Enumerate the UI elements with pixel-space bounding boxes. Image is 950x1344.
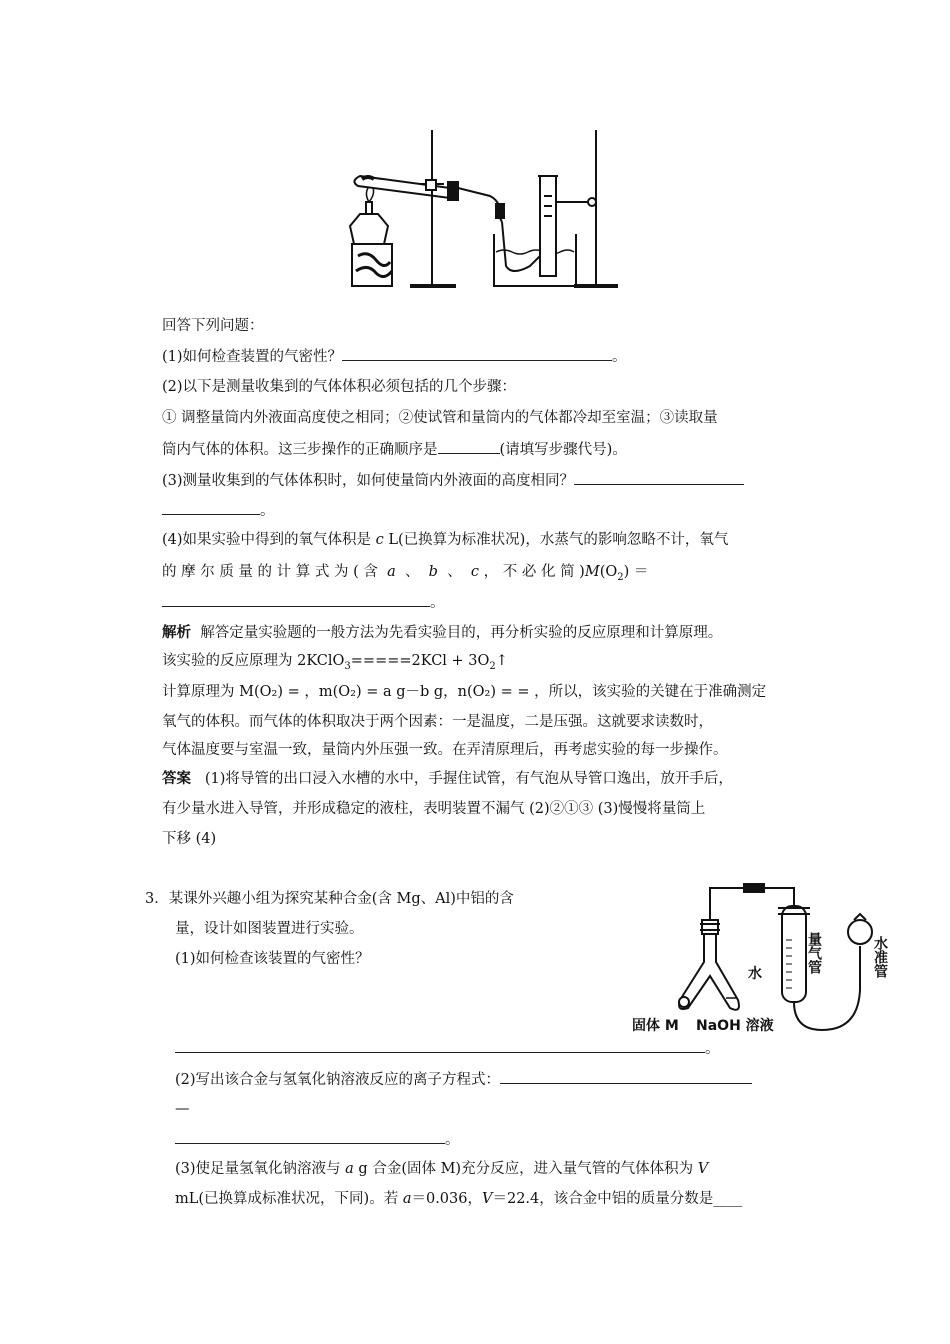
question-3 (162, 470, 744, 491)
q3-answer-blank-2[interactable] (162, 500, 260, 515)
q4-sub2: 2 (617, 571, 624, 583)
q4-O2: (O (599, 564, 618, 580)
p3-q3-part3: mL(已换算成标准状况，下同)。若 (175, 1191, 403, 1207)
reaction-part-1: 该实验的反应原理为 2KClO (162, 653, 345, 669)
p3-q2-answer-blank-2[interactable] (175, 1129, 445, 1144)
p3-q3-part1: (3)使足量氢氧化钠溶液与 (175, 1161, 346, 1177)
q2-answer-blank[interactable] (438, 439, 500, 454)
question-2-order (162, 439, 627, 460)
p3-q2-end: 。 (445, 1132, 460, 1148)
question-2-steps: ① 调整量筒内外液面高度使之相同；②使试管和量筒内的气体都冷却至室温；③读取量 (162, 410, 718, 426)
q4-b: b (428, 564, 438, 580)
p3-q1-end: 。 (705, 1041, 720, 1057)
problem-3-line-2: 量，设计如图装置进行实验。 (175, 921, 364, 937)
problem-3-q3-line-2 (175, 1189, 742, 1209)
reaction-sub-1: 3 (344, 660, 351, 672)
question-4-cont (162, 592, 445, 613)
problem-3-line-1: 3．某课外兴趣小组为探究某种合金(含 Mg、Al)中铝的含 (145, 891, 514, 907)
q3-text: (3)测量收集到的气体体积时，如何使量筒内外液面的高度相同？ (162, 473, 575, 489)
p3-q1-answer-blank[interactable] (175, 1038, 705, 1053)
apparatus-figure-1 (340, 126, 620, 294)
p3-q3-part4: ＝0.036， (411, 1191, 482, 1207)
p3-q2-answer-blank[interactable] (500, 1069, 752, 1084)
p3-q3-V2: V (481, 1191, 493, 1207)
answer-line-3: 下移 (4) (162, 831, 217, 847)
p3-q3-answer-blank[interactable]: ____ (713, 1191, 743, 1207)
intro-text: 回答下列问题： (162, 318, 264, 334)
analysis-line-5: 气体温度要与室温一致，量筒内外压强一致。在弄清原理后，再考虑实验的每一步操作。 (162, 742, 728, 758)
q4-answer-blank[interactable] (162, 592, 430, 607)
q4-c2: c (470, 564, 480, 580)
label-gas-tube: 量气管 (806, 932, 822, 974)
label-solid-m: 固体 M (632, 1018, 679, 1034)
analysis-line-3: 计算原理为 M(O₂) = ，m(O₂) = a g－b g，n(O₂) = = ，所以，该实验的关键在于准确测定 (162, 684, 767, 700)
q1-text: (1)如何检查装置的气密性？ (162, 349, 343, 365)
p3-q3-a2: a (402, 1191, 412, 1207)
question-4-formula (162, 562, 648, 588)
q1-end: 。 (612, 349, 627, 365)
answer-line-1 (162, 769, 733, 789)
q4-line2c: ) ＝ (623, 564, 649, 580)
q4-line1a: (4)如果实验中得到的氧气体积是 (162, 532, 376, 548)
question-4 (162, 530, 728, 550)
label-water: 水 (748, 966, 762, 982)
apparatus-figure-2 (632, 880, 894, 1040)
q4-sep1: 、 (404, 564, 420, 580)
p3-q3-V: V (697, 1161, 709, 1177)
problem-3-q1-answer (175, 1038, 720, 1059)
p3-q2-text: (2)写出该合金与氢氧化钠溶液反应的离子方程式： (175, 1072, 501, 1088)
problem-3-q3-line-1 (175, 1159, 708, 1179)
q4-M: M (584, 564, 600, 580)
problem-3-q2-cont (175, 1129, 460, 1150)
problem-3-q2-dash: — (175, 1101, 190, 1117)
q1-answer-blank[interactable] (342, 346, 612, 361)
p3-q3-part2: g 合金(固体 M)充分反应，进入量气管的气体体积为 (353, 1161, 698, 1177)
q4-end: 。 (430, 595, 445, 611)
problem-3-q1: (1)如何检查该装置的气密性？ (175, 951, 370, 967)
q4-sep2: 、 (447, 564, 462, 580)
answer-label: 答案 (162, 770, 191, 787)
analysis-line-2 (162, 651, 508, 677)
p3-q3-part5: ＝22.4，该合金中铝的质量分数是 (492, 1191, 714, 1207)
analysis-label: 解析 (162, 624, 191, 641)
problem-3-q2 (175, 1069, 752, 1090)
gas-up-arrow: ↑ (495, 653, 508, 669)
question-1 (162, 346, 627, 367)
q4-line2b: ， 不 必 化 简 ) (483, 564, 585, 580)
q4-c: c (375, 532, 384, 548)
q3-end: 。 (260, 503, 275, 519)
reaction-sub-2: 2 (489, 660, 496, 672)
analysis-line-1 (162, 623, 722, 643)
question-2: (2)以下是测量收集到的气体体积必须包括的几个步骤： (162, 379, 517, 395)
reaction-part-2: 2KCl + 3O (411, 653, 490, 669)
q2-line2b: (请填写步骤代号)。 (499, 442, 627, 458)
question-3-cont (162, 500, 275, 521)
q4-a: a (387, 564, 396, 580)
label-naoh: NaOH 溶液 (696, 1018, 774, 1034)
reaction-arrow: ===== (350, 653, 412, 669)
answer-line-2: 有少量水进入导管，并形成稳定的液柱，表明装置不漏气 (2)②①③ (3)慢慢将量筒上 (162, 801, 706, 817)
label-level-tube: 水准管 (872, 936, 888, 978)
q4-line2a: 的 摩 尔 质 量 的 计 算 式 为 ( 含 (162, 564, 378, 580)
q2-line2a: 筒内气体的体积。这三步操作的正确顺序是 (162, 442, 438, 458)
q4-line1b: L(已换算为标准状况)，水蒸气的影响忽略不计，氧气 (383, 532, 729, 548)
analysis-text-1: 解答定量实验题的一般方法为先看实验目的，再分析实验的反应原理和计算原理。 (200, 625, 723, 641)
answer-text-1: (1)将导管的出口浸入水槽的水中，手握住试管，有气泡从导管口逸出，放开手后， (204, 771, 733, 787)
p3-q3-a: a (345, 1161, 354, 1177)
analysis-line-4: 氧气的体积。而气体的体积取决于两个因素：一是温度，二是压强。这就要求读数时， (162, 714, 713, 730)
q3-answer-blank[interactable] (574, 470, 744, 485)
